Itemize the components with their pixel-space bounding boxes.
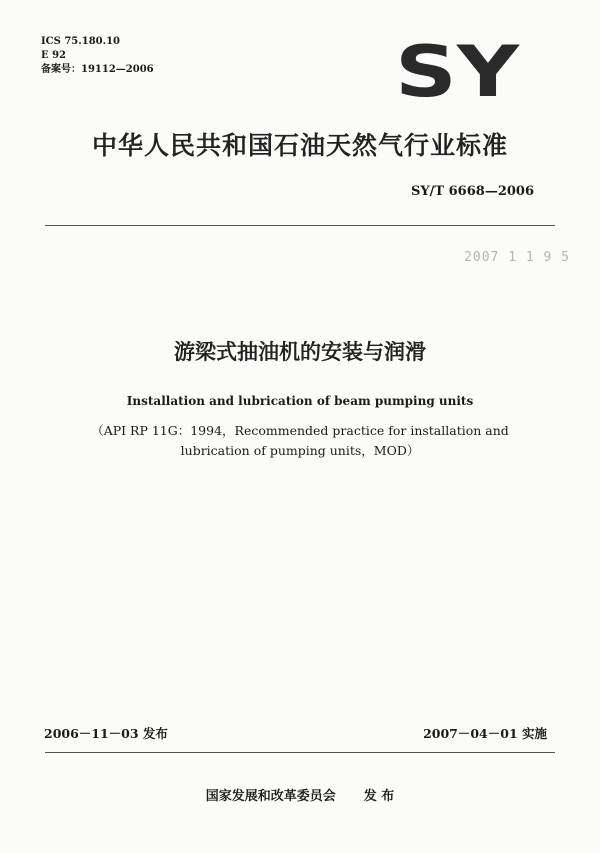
title-chinese: 游梁式抽油机的安装与润滑 (174, 340, 426, 364)
adoption-line-1: （API RP 11G：1994，Recommended practice for installation and (91, 423, 509, 438)
standard-code: SY/T 6668—2006 (411, 184, 534, 199)
class-code: E 92 (41, 50, 67, 61)
adoption-note (60, 421, 540, 461)
top-divider (45, 225, 555, 226)
issue-date: 2006－11－03 发布 (44, 726, 168, 741)
library-stamp: 2007 1 1 9 5 (464, 250, 570, 265)
publisher-action: 发 布 (363, 789, 395, 804)
publisher-name: 国家发展和改革委员会 (205, 789, 336, 804)
ics-code: ICS 75.180.10 (41, 36, 121, 47)
standard-organization: 中华人民共和国石油天然气行业标准 (91, 131, 508, 160)
adoption-line-2: lubrication of pumping units，MOD） (180, 443, 420, 458)
implementation-date: 2007－04－01 实施 (423, 726, 547, 741)
logo-text: SY (395, 40, 521, 102)
title-english: Installation and lubrication of beam pumping units (126, 394, 474, 408)
classification-block (41, 35, 154, 77)
record-number: 备案号：19112—2006 (41, 64, 154, 75)
bottom-divider (45, 752, 555, 753)
sy-logo (392, 40, 522, 102)
publisher-line (0, 785, 600, 804)
